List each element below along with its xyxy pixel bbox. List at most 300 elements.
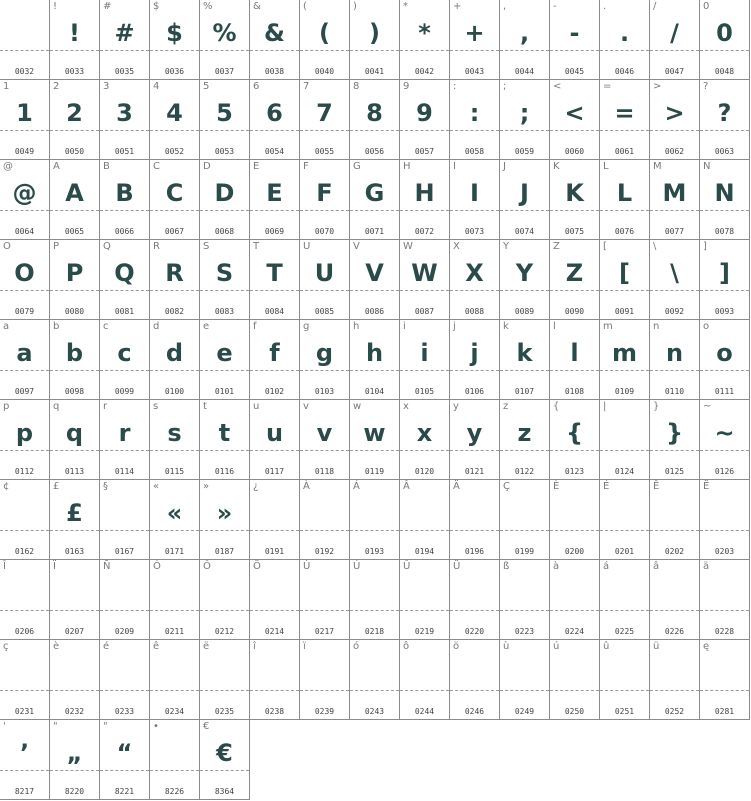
glyph-cell — [50, 640, 100, 720]
baseline-guide — [450, 50, 499, 51]
glyph-code: 0073 — [464, 227, 485, 236]
glyph-code: 0202 — [664, 547, 685, 556]
baseline-guide — [200, 50, 249, 51]
glyph-sample: E — [266, 179, 283, 207]
glyph-sample — [600, 496, 649, 530]
glyph-sample — [500, 576, 549, 610]
glyph-cell-label: & — [253, 1, 261, 12]
glyph-sample: K — [565, 179, 584, 207]
baseline-guide — [350, 690, 399, 691]
glyph-cell — [350, 480, 400, 560]
glyph-cell-label: e — [203, 321, 210, 332]
glyph-cell — [400, 160, 450, 240]
glyph-cell-label: ë — [203, 641, 210, 652]
glyph-cell-label: 5 — [203, 81, 210, 92]
glyph-sample: 6 — [266, 99, 283, 127]
glyph-sample: ’ — [19, 739, 30, 767]
glyph-cell — [300, 80, 350, 160]
baseline-guide — [50, 50, 99, 51]
glyph-cell — [550, 320, 600, 400]
glyph-cell — [650, 240, 700, 320]
baseline-guide — [0, 450, 49, 451]
glyph-sample: w — [363, 419, 386, 447]
glyph-cell-label: L — [603, 161, 609, 172]
glyph-cell-label: ù — [503, 641, 510, 652]
baseline-guide — [150, 450, 199, 451]
glyph-code: 8221 — [114, 787, 135, 796]
glyph-cell-label: > — [653, 81, 662, 92]
glyph-sample — [300, 576, 349, 610]
glyph-cell-label: | — [603, 401, 607, 412]
glyph-code: 0047 — [664, 67, 685, 76]
glyph-sample: N — [714, 179, 735, 207]
glyph-cell-label: o — [703, 321, 710, 332]
glyph-sample: I — [470, 179, 479, 207]
glyph-code: 0112 — [14, 467, 35, 476]
glyph-code: 0081 — [114, 307, 135, 316]
glyph-cell-label: Ï — [53, 561, 56, 572]
glyph-sample: z — [517, 419, 532, 447]
baseline-guide — [350, 210, 399, 211]
glyph-sample — [450, 576, 499, 610]
glyph-sample: C — [165, 179, 184, 207]
glyph-code: 0167 — [114, 547, 135, 556]
glyph-cell — [650, 400, 700, 480]
glyph-code: 0218 — [364, 627, 385, 636]
glyph-code: 0125 — [664, 467, 685, 476]
glyph-cell-label: x — [403, 401, 409, 412]
glyph-cell-label: £ — [53, 481, 60, 492]
glyph-cell — [300, 480, 350, 560]
glyph-code: 8226 — [164, 787, 185, 796]
glyph-cell — [500, 320, 550, 400]
glyph-cell — [150, 560, 200, 640]
glyph-code: 0206 — [14, 627, 35, 636]
glyph-cell-label: $ — [153, 1, 160, 12]
glyph-sample: „ — [66, 739, 83, 767]
baseline-guide — [300, 130, 349, 131]
glyph-sample: n — [665, 339, 684, 367]
glyph-cell-label: Z — [553, 241, 560, 252]
baseline-guide — [200, 530, 249, 531]
glyph-code: 0126 — [714, 467, 735, 476]
glyph-sample — [550, 496, 599, 530]
glyph-cell-label: ę — [703, 641, 710, 652]
glyph-code: 0070 — [314, 227, 335, 236]
glyph-cell-label: . — [603, 1, 607, 12]
glyph-code: 0194 — [414, 547, 435, 556]
baseline-guide — [400, 370, 449, 371]
glyph-cell-label: R — [153, 241, 160, 252]
glyph-cell-label: W — [403, 241, 413, 252]
glyph-sample: i — [420, 339, 429, 367]
glyph-sample — [150, 576, 199, 610]
baseline-guide — [600, 290, 649, 291]
glyph-cell — [200, 160, 250, 240]
glyph-code: 0110 — [664, 387, 685, 396]
glyph-sample: & — [264, 19, 285, 47]
glyph-cell-label: Ó — [153, 561, 161, 572]
glyph-cell — [200, 560, 250, 640]
glyph-code: 0192 — [314, 547, 335, 556]
glyph-sample — [700, 656, 749, 690]
baseline-guide — [150, 770, 199, 771]
glyph-sample: m — [611, 339, 637, 367]
glyph-cell — [300, 640, 350, 720]
baseline-guide — [100, 290, 149, 291]
baseline-guide — [0, 130, 49, 131]
baseline-guide — [200, 290, 249, 291]
glyph-sample — [0, 576, 49, 610]
glyph-cell-label: ö — [453, 641, 460, 652]
glyph-code: 0200 — [564, 547, 585, 556]
glyph-cell — [0, 80, 50, 160]
baseline-guide — [50, 290, 99, 291]
glyph-sample: k — [516, 339, 533, 367]
glyph-sample — [0, 496, 49, 530]
glyph-cell-label: I — [453, 161, 456, 172]
glyph-code: 0191 — [264, 547, 285, 556]
glyph-cell — [0, 240, 50, 320]
glyph-code: 0109 — [614, 387, 635, 396]
glyph-cell-label: Ú — [353, 561, 361, 572]
glyph-code: 0035 — [114, 67, 135, 76]
glyph-cell — [650, 0, 700, 80]
glyph-cell — [700, 320, 750, 400]
glyph-code: 0214 — [264, 627, 285, 636]
glyph-sample — [650, 576, 699, 610]
baseline-guide — [550, 370, 599, 371]
glyph-cell — [350, 160, 400, 240]
glyph-cell-label: y — [453, 401, 459, 412]
baseline-guide — [600, 130, 649, 131]
glyph-cell-label: à — [553, 561, 560, 572]
glyph-code: 0193 — [364, 547, 385, 556]
glyph-cell — [100, 160, 150, 240]
glyph-cell-label: v — [303, 401, 309, 412]
baseline-guide — [150, 130, 199, 131]
baseline-guide — [0, 530, 49, 531]
baseline-guide — [500, 50, 549, 51]
glyph-sample — [50, 576, 99, 610]
glyph-code: 0087 — [414, 307, 435, 316]
glyph-cell-label: D — [203, 161, 211, 172]
glyph-sample: r — [118, 419, 131, 447]
glyph-code: 0171 — [164, 547, 185, 556]
glyph-sample: F — [316, 179, 333, 207]
glyph-cell-label: é — [103, 641, 110, 652]
baseline-guide — [700, 530, 749, 531]
glyph-sample: p — [15, 419, 34, 447]
baseline-guide — [550, 610, 599, 611]
glyph-sample — [600, 656, 649, 690]
glyph-cell — [50, 160, 100, 240]
baseline-guide — [50, 610, 99, 611]
glyph-cell-label: B — [103, 161, 110, 172]
baseline-guide — [650, 290, 699, 291]
glyph-sample: 4 — [166, 99, 183, 127]
glyph-cell-label: 4 — [153, 81, 160, 92]
glyph-cell — [650, 160, 700, 240]
glyph-cell-label: Ê — [653, 481, 660, 492]
glyph-code: 0113 — [64, 467, 85, 476]
glyph-cell-label: á — [603, 561, 610, 572]
glyph-sample: f — [269, 339, 280, 367]
glyph-sample: H — [414, 179, 435, 207]
baseline-guide — [50, 450, 99, 451]
glyph-code: 0066 — [114, 227, 135, 236]
baseline-guide — [0, 690, 49, 691]
baseline-guide — [550, 450, 599, 451]
glyph-sample: Q — [114, 259, 135, 287]
glyph-code: 0062 — [664, 147, 685, 156]
glyph-sample — [100, 576, 149, 610]
glyph-code: 0224 — [564, 627, 585, 636]
baseline-guide — [200, 610, 249, 611]
glyph-sample — [500, 496, 549, 530]
baseline-guide — [150, 50, 199, 51]
glyph-code: 0252 — [664, 707, 685, 716]
glyph-cell-label: O — [3, 241, 11, 252]
glyph-code: 0077 — [664, 227, 685, 236]
glyph-cell-label: F — [303, 161, 309, 172]
glyph-sample: ) — [369, 19, 380, 47]
glyph-code: 0055 — [314, 147, 335, 156]
glyph-cell-label: w — [353, 401, 362, 412]
baseline-guide — [350, 610, 399, 611]
baseline-guide — [650, 450, 699, 451]
glyph-cell — [400, 640, 450, 720]
glyph-code: 0080 — [64, 307, 85, 316]
glyph-cell — [450, 560, 500, 640]
glyph-code: 0033 — [64, 67, 85, 76]
baseline-guide — [100, 690, 149, 691]
glyph-code: 0115 — [164, 467, 185, 476]
glyph-cell-label: @ — [3, 161, 13, 172]
glyph-cell-label: 0 — [703, 1, 710, 12]
glyph-sample: G — [364, 179, 385, 207]
baseline-guide — [450, 290, 499, 291]
glyph-cell-label: Î — [3, 561, 6, 572]
glyph-sample — [150, 736, 199, 770]
glyph-cell — [250, 320, 300, 400]
glyph-sample: » — [216, 499, 233, 527]
glyph-sample: ~ — [714, 419, 735, 447]
glyph-cell-label: ü — [653, 641, 660, 652]
glyph-cell — [550, 640, 600, 720]
glyph-cell — [500, 400, 550, 480]
glyph-cell-label: p — [3, 401, 10, 412]
glyph-cell — [550, 560, 600, 640]
glyph-cell — [700, 480, 750, 560]
baseline-guide — [650, 610, 699, 611]
baseline-guide — [50, 130, 99, 131]
glyph-cell-label: b — [53, 321, 60, 332]
glyph-sample: £ — [66, 499, 83, 527]
glyph-cell — [400, 320, 450, 400]
baseline-guide — [250, 450, 299, 451]
glyph-cell-label: A — [53, 161, 60, 172]
glyph-sample: L — [616, 179, 633, 207]
baseline-guide — [700, 370, 749, 371]
glyph-cell — [300, 0, 350, 80]
glyph-code: 0243 — [364, 707, 385, 716]
glyph-cell-label: 3 — [103, 81, 110, 92]
glyph-code: 0061 — [614, 147, 635, 156]
glyph-cell-label: Ö — [253, 561, 261, 572]
glyph-cell-label: C — [153, 161, 160, 172]
glyph-cell-label: 6 — [253, 81, 260, 92]
glyph-cell — [150, 0, 200, 80]
glyph-cell — [300, 400, 350, 480]
baseline-guide — [250, 690, 299, 691]
baseline-guide — [50, 370, 99, 371]
glyph-cell-label: " — [53, 721, 58, 732]
baseline-guide — [0, 770, 49, 771]
glyph-cell-label: ! — [53, 1, 58, 12]
baseline-guide — [700, 690, 749, 691]
glyph-cell-label: k — [503, 321, 509, 332]
baseline-guide — [650, 210, 699, 211]
glyph-cell — [400, 560, 450, 640]
glyph-sample — [350, 576, 399, 610]
glyph-cell — [600, 320, 650, 400]
glyph-code: 0088 — [464, 307, 485, 316]
glyph-code: 0084 — [264, 307, 285, 316]
glyph-code: 0116 — [214, 467, 235, 476]
glyph-sample — [300, 656, 349, 690]
glyph-code: 0071 — [364, 227, 385, 236]
glyph-cell-label: * — [403, 1, 408, 12]
glyph-cell — [550, 480, 600, 560]
glyph-sample: + — [464, 19, 485, 47]
glyph-code: 0209 — [114, 627, 135, 636]
glyph-cell — [250, 240, 300, 320]
glyph-cell — [250, 560, 300, 640]
glyph-cell-label: a — [3, 321, 10, 332]
glyph-cell — [100, 240, 150, 320]
glyph-cell-label: ( — [303, 1, 307, 12]
baseline-guide — [50, 530, 99, 531]
glyph-code: 0063 — [714, 147, 735, 156]
baseline-guide — [100, 530, 149, 531]
glyph-cell-label: E — [253, 161, 260, 172]
glyph-cell-label: û — [603, 641, 610, 652]
glyph-cell-label: J — [503, 161, 506, 172]
glyph-sample: S — [215, 259, 234, 287]
glyph-sample: ! — [69, 19, 80, 47]
baseline-guide — [250, 530, 299, 531]
glyph-sample: * — [418, 19, 431, 47]
glyph-cell — [500, 80, 550, 160]
glyph-cell — [100, 640, 150, 720]
glyph-cell — [100, 560, 150, 640]
glyph-cell-label: 9 — [403, 81, 410, 92]
baseline-guide — [250, 50, 299, 51]
glyph-code: 0226 — [664, 627, 685, 636]
glyph-sample: v — [316, 419, 333, 447]
glyph-code: 0238 — [264, 707, 285, 716]
glyph-code: 0042 — [414, 67, 435, 76]
glyph-code: 8217 — [14, 787, 35, 796]
glyph-cell — [50, 400, 100, 480]
glyph-cell — [550, 240, 600, 320]
glyph-cell — [350, 560, 400, 640]
glyph-cell — [200, 640, 250, 720]
glyph-cell — [0, 720, 50, 800]
glyph-cell-label: % — [203, 1, 213, 12]
glyph-cell-label: ~ — [703, 401, 712, 412]
glyph-cell — [350, 80, 400, 160]
glyph-sample: M — [662, 179, 687, 207]
glyph-cell — [550, 80, 600, 160]
glyph-cell — [500, 480, 550, 560]
glyph-code: 0163 — [64, 547, 85, 556]
glyph-cell — [350, 640, 400, 720]
glyph-code: 0056 — [364, 147, 385, 156]
glyph-cell — [250, 80, 300, 160]
glyph-cell-label: » — [203, 481, 210, 492]
glyph-cell-label: P — [53, 241, 60, 252]
baseline-guide — [0, 290, 49, 291]
glyph-code: 0281 — [714, 707, 735, 716]
glyph-code: 0050 — [64, 147, 85, 156]
glyph-cell-label: z — [503, 401, 509, 412]
glyph-cell-label: X — [453, 241, 460, 252]
glyph-code: 0225 — [614, 627, 635, 636]
glyph-cell-label: < — [553, 81, 562, 92]
glyph-code: 0045 — [564, 67, 585, 76]
baseline-guide — [500, 610, 549, 611]
glyph-cell — [500, 0, 550, 80]
glyph-sample: 1 — [16, 99, 33, 127]
glyph-code: 8364 — [214, 787, 235, 796]
baseline-guide — [600, 610, 649, 611]
glyph-cell-label: s — [153, 401, 159, 412]
glyph-code: 0118 — [314, 467, 335, 476]
glyph-sample: R — [165, 259, 184, 287]
glyph-sample: . — [619, 19, 630, 47]
glyph-code: 0051 — [114, 147, 135, 156]
glyph-cell — [700, 160, 750, 240]
glyph-cell — [0, 400, 50, 480]
baseline-guide — [200, 210, 249, 211]
glyph-code: 0068 — [214, 227, 235, 236]
glyph-sample: < — [564, 99, 585, 127]
glyph-code: 0102 — [264, 387, 285, 396]
glyph-sample — [650, 656, 699, 690]
glyph-cell-label: Y — [503, 241, 510, 252]
glyph-code: 0223 — [514, 627, 535, 636]
glyph-code: 0239 — [314, 707, 335, 716]
glyph-code: 8220 — [64, 787, 85, 796]
glyph-cell — [150, 320, 200, 400]
glyph-sample — [400, 656, 449, 690]
glyph-cell-label: T — [253, 241, 260, 252]
baseline-guide — [650, 50, 699, 51]
glyph-cell-label: + — [453, 1, 462, 12]
glyph-code: 0212 — [214, 627, 235, 636]
glyph-cell — [550, 0, 600, 80]
baseline-guide — [500, 370, 549, 371]
baseline-guide — [700, 450, 749, 451]
glyph-cell — [450, 0, 500, 80]
glyph-code: 0098 — [64, 387, 85, 396]
glyph-cell — [0, 480, 50, 560]
glyph-code: 0037 — [214, 67, 235, 76]
glyph-code: 0054 — [264, 147, 285, 156]
baseline-guide — [650, 530, 699, 531]
